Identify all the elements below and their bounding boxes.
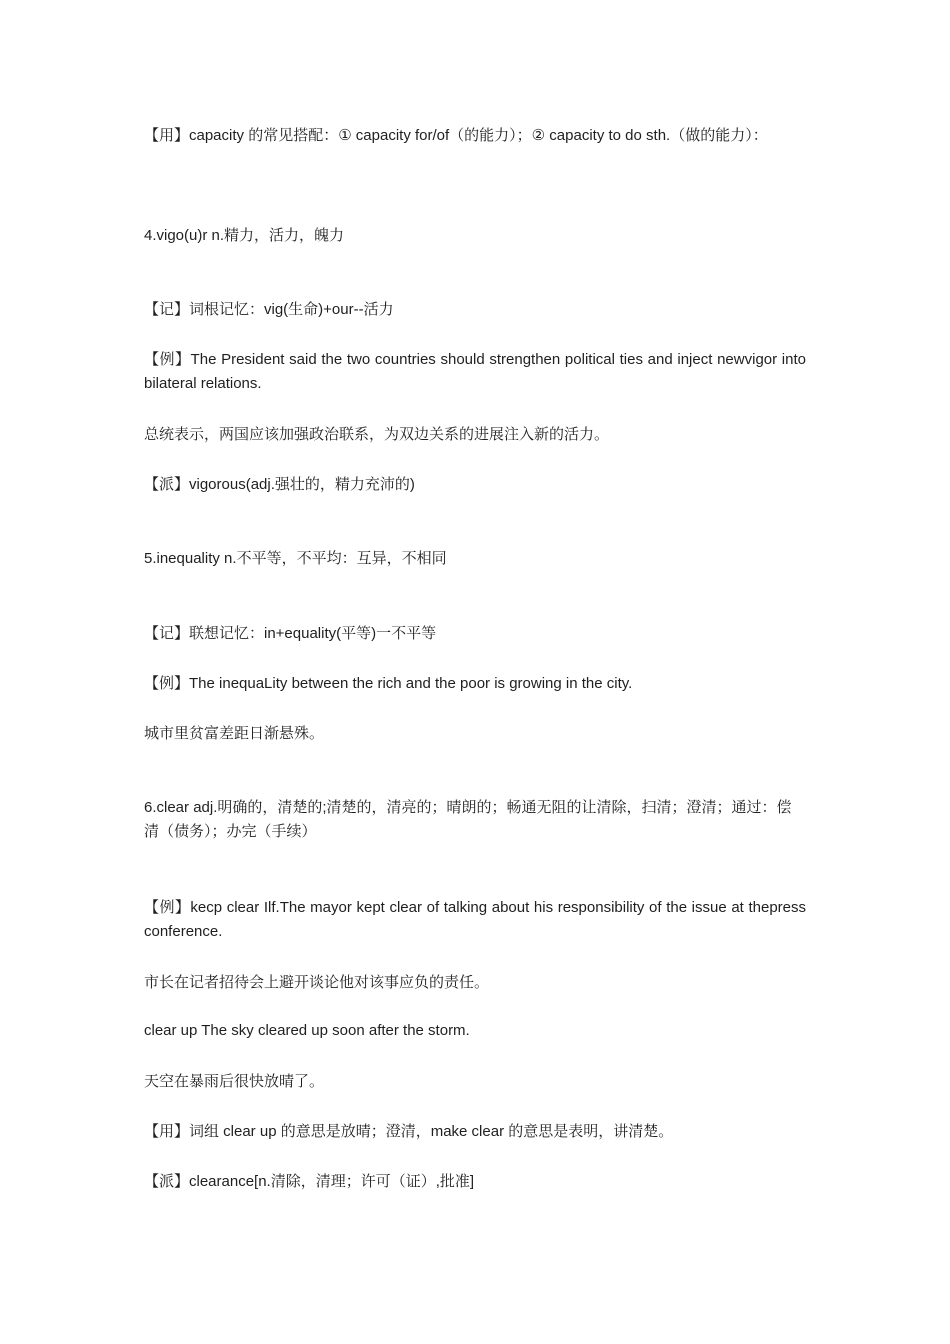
derivative-clearance: 【派】clearance[n.清除，清理；许可（证）,批准] xyxy=(144,1173,475,1190)
translation-kept-clear: 市长在记者招待会上避开谈论他对该事应负的责任。 xyxy=(144,974,490,991)
translation-inequality: 城市里贫富差距日渐悬殊。 xyxy=(144,725,325,742)
derivative-vigorous: 【派】vigorous(adj.强壮的，精力充沛的) xyxy=(144,476,415,493)
translation-vigour: 总统表示，两国应该加强政治联系，为双边关系的进展注入新的活力。 xyxy=(144,426,610,443)
memory-note-inequality: 【记】联想记忆：in+equality(平等)一不平等 xyxy=(144,625,437,642)
entry-heading-clear: 6.clear adj.明确的，清楚的;清楚的，清亮的；晴朗的；畅通无阻的让清除，扫清；澄清；通过：偿清（债务）；办完（手续） xyxy=(144,799,792,840)
example-sentence-vigour: 【例】The President said the two countries should strengthen political ties and inject newvigor into bilateral relations. xyxy=(144,351,806,392)
entry-heading-inequality: 5.inequality n.不平等，不平均：互异，不相同 xyxy=(144,550,447,567)
entry-heading-vigour: 4.vigo(u)r n.精力，活力，魄力 xyxy=(144,227,345,244)
example-clear-up: clear up The sky cleared up soon after the storm. xyxy=(144,1022,470,1039)
usage-note-capacity: 【用】capacity 的常见搭配：① capacity for/of（的能力）；② capacity to do sth.（做的能力）： xyxy=(144,127,768,144)
usage-note-clear: 【用】词组 clear up 的意思是放晴；澄清，make clear 的意思是表明，讲清楚。 xyxy=(144,1123,674,1140)
translation-clear-up: 天空在暴雨后很快放晴了。 xyxy=(144,1073,325,1090)
memory-note-vigour: 【记】词根记忆：vig(生命)+our--活力 xyxy=(144,301,394,318)
example-sentence-inequality: 【例】The inequaLity between the rich and the poor is growing in the city. xyxy=(144,675,633,692)
example-sentence-kept-clear: 【例】kecp clear Ilf.The mayor kept clear of talking about his responsibility of the issue at thepress conference. xyxy=(144,899,806,940)
